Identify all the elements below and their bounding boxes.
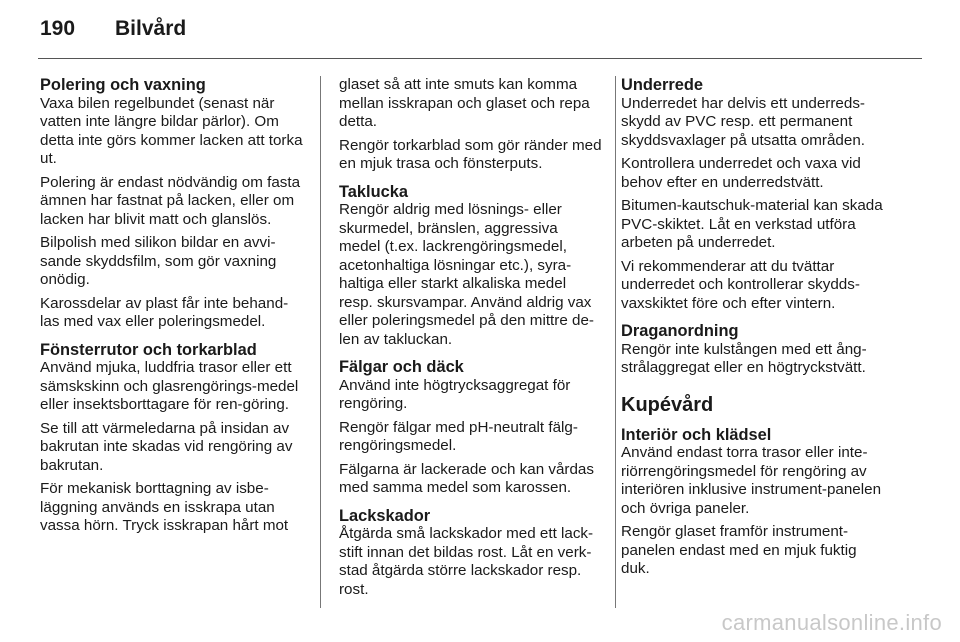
heading-lackskador: Lackskador (339, 506, 431, 525)
heading-fonsterrutor: Fönsterrutor och torkarblad (40, 340, 257, 359)
column-3 (621, 76, 885, 584)
paragraph: Vi rekommenderar att du tvättar underredet och kontrollerar skydds-vaxskiktet före och efter vintern. (621, 257, 860, 312)
paragraph: Rengör inte kulstången med ett ång-strålaggregat eller en högtryckstvätt. (621, 340, 867, 376)
paragraph: Åtgärda små lackskador med ett lack-stift innan det bildas rost. Låt en verk-stad åtgärda större lackskador resp. rost. (339, 525, 594, 598)
header-rule (38, 58, 922, 59)
paragraph: Vaxa bilen regelbundet (senast när vatten inte längre bildar pärlor). Om detta inte görs kommer lacken att torka ut. (40, 94, 303, 167)
paragraph: Karossdelar av plast får inte behand-las med vax eller poleringsmedel. (40, 294, 289, 330)
paragraph: För mekanisk borttagning av isbe-läggning används en isskrapa utan vassa hörn. Tryck isskrapan hårt mot (40, 480, 289, 534)
paragraph: Använd endast torra trasor eller inte-riörrengöringsmedel för rengöring av interiören inklusive instrument-panelen och övriga paneler. (621, 444, 882, 517)
paragraph: Använd inte högtrycksaggregat för rengöring. (339, 376, 571, 412)
heading-underrede: Underrede (621, 76, 703, 94)
heading-polering: Polering och vaxning (40, 76, 206, 94)
paragraph: Polering är endast nödvändig om fasta ämnen har fastnat på lacken, eller om lacken har blivit matt och glanslös. (40, 173, 301, 228)
paragraph: Se till att värmeledarna på insidan av bakrutan inte skadas vid rengöring av bakrutan. (40, 419, 293, 474)
section-heading-kupevard: Kupévård (621, 393, 714, 416)
paragraph: Underredet har delvis ett underreds-skydd av PVC resp. ett permanent skyddsvaxlager på utsatta områden. (621, 94, 865, 149)
heading-falgar: Fälgar och däck (339, 358, 464, 376)
heading-taklucka: Taklucka (339, 182, 408, 201)
paragraph: Fälgarna är lackerade och kan vårdas med samma medel som karossen. (339, 460, 594, 496)
paragraph: Bitumen-kautschuk-material kan skada PVC-skiktet. Låt en verkstad utföra arbeten på underredet. (621, 197, 883, 251)
paragraph: glaset så att inte smuts kan komma mellan isskrapan och glaset och repa detta. (339, 76, 590, 130)
paragraph: Rengör fälgar med pH-neutralt fälg-rengöringsmedel. (339, 418, 578, 454)
paragraph: Rengör torkarblad som gör ränder med en mjuk trasa och fönsterputs. (339, 136, 602, 172)
column-divider-2 (615, 76, 616, 608)
paragraph: Bilpolish med silikon bildar en avvi-sande skyddsfilm, som gör vaxning onödig. (40, 234, 277, 288)
heading-interior: Interiör och klädsel (621, 425, 772, 444)
column-1 (40, 76, 304, 541)
paragraph: Rengör glaset framför instrument-panelen endast med en mjuk fuktig duk. (621, 523, 857, 577)
column-2 (339, 76, 603, 604)
chapter-title: Bilvård (115, 17, 187, 40)
paragraph: Använd mjuka, luddfria trasor eller ett sämskskinn och glasrengörings-medel eller insektsborttagare för ren-göring. (40, 359, 299, 413)
paragraph: Rengör aldrig med lösnings- eller skurmedel, bränslen, aggressiva medel (t.ex. lackrengöringsmedel, acetonhaltiga lösningar etc.), syra-haltiga eller starkt alkaliska medel resp. skursvampar. Använd aldrig vax eller poleringsmedel på den mittre de-len av takluckan. (339, 201, 594, 348)
watermark: carmanualsonline.info (721, 610, 942, 635)
heading-draganordning: Draganordning (621, 322, 739, 340)
column-divider-1 (320, 76, 321, 608)
page-header (40, 17, 186, 49)
page-number: 190 (40, 17, 76, 40)
paragraph: Kontrollera underredet och vaxa vid behov efter en underredstvätt. (621, 155, 861, 191)
